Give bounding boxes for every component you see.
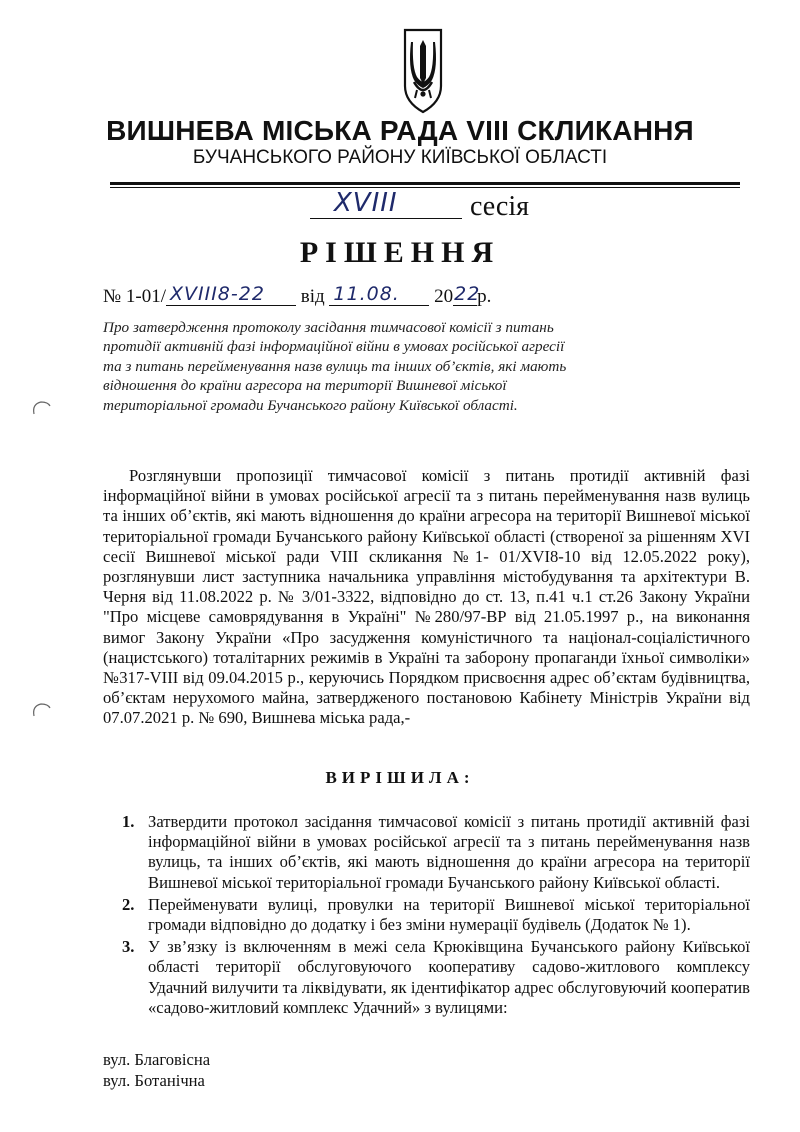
decision-year-handwritten: 22 — [454, 283, 481, 305]
decision-year-field — [453, 283, 481, 306]
preamble-text: Розглянувши пропозиції тимчасової комісії з питань протидії активній фазі інформаційної війни в умовах російської агресії та з питань перейменування назв вулиць та інших об’єктів, які мають відношення до країни агресора на території Вишневої міської територіальної громади Бучанського району Київської області (створеної за рішенням XVI сесії Вишневої міської ради VIII скликання №1- 01/XVI8-10 від 12.05.2022 року), розглянувши лист заступника начальника управління містобудування та архітектури В. Черня від 11.08.2022 р. № 3/01-3322, відповідно до ст. 13, п.41 ч.1 ст.26 Закону України "Про місцеве самоврядування в Україні" №280/97-ВР від 21.05.1997 р., на виконання вимог Закону України «Про засудження комуністичного та націонал-соціалістичного (нацистського) тоталітарних режимів в Україні та заборону пропаганди їхньої символіки» №317-VIII від 09.04.2015 р., керуючись Порядком присвоєння адрес об’єктам будівництва, об’єктам нерухомого майна, затвердженого постановою Кабінету Міністрів України від 07.07.2021 р. № 690, Вишнева міська рада,- — [103, 466, 750, 728]
street-list — [103, 1050, 210, 1091]
item-text: Перейменувати вулиці, провулки на території Вишневої міської територіальної громади відповідно до додатку і без зміни нумерації будівель (Додаток № 1). — [148, 894, 750, 935]
decision-number-prefix: № 1-01/ — [103, 286, 166, 307]
decision-items — [120, 812, 750, 1020]
session-word: сесія — [470, 191, 529, 222]
decided-heading: ВИРІШИЛА: — [325, 768, 475, 787]
district-name: БУЧАНСЬКОГО РАЙОНУ КИЇВСЬКОЇ ОБЛАСТІ — [192, 147, 608, 168]
decision-number-field — [166, 283, 296, 306]
decision-from-label: від — [300, 286, 325, 307]
decision-number-handwritten: XVIII8-22 — [169, 283, 265, 305]
header-divider — [110, 182, 740, 185]
document-title: РІШЕННЯ — [299, 236, 501, 269]
decision-item — [120, 937, 750, 1018]
street-item: вул. Ботанічна — [103, 1070, 205, 1090]
punch-hole-mark — [30, 700, 52, 722]
decision-year-prefix: 20 — [434, 286, 454, 307]
street-item: вул. Благовісна — [103, 1050, 211, 1069]
preamble-paragraph — [103, 466, 750, 729]
decision-year-suffix: р. — [477, 286, 492, 307]
council-name: ВИШНЕВА МІСЬКА РАДА VIII СКЛИКАННЯ — [106, 115, 694, 146]
decision-date-field — [329, 283, 429, 306]
punch-hole-mark — [30, 398, 52, 420]
decision-subject: Про затвердження протоколу засідання тимчасової комісії з питань протидії активній фазі інформаційної війни в умовах російської агресії та з питань перейменування назв вулиць та інших об’єктів, які мають відношення до країни агресора на території Вишневої міської територіальної громади Бучанського району Київської області. — [103, 319, 567, 414]
session-number-field — [310, 188, 462, 219]
decision-date-handwritten: 11.08. — [333, 283, 400, 305]
item-number: 3. — [122, 937, 135, 957]
decision-item — [120, 895, 750, 935]
decision-item — [120, 812, 750, 893]
item-number: 1. — [122, 812, 135, 831]
item-number: 2. — [122, 894, 135, 914]
item-text: Затвердити протокол засідання тимчасової комісії з питань протидії активній фазі інформаційної війни в умовах російської агресії та з питань перейменування назв вулиць, та інших об’єктів, які мають відношення до країни агресора на території Вишневої міської територіальної громади Бучанського району Київської області. — [148, 812, 750, 892]
trident-emblem-icon — [400, 28, 446, 114]
session-line — [310, 188, 529, 223]
decision-number-line — [103, 283, 491, 308]
item-text: У зв’язку із включенням в межі села Крюківщина Бучанського району Київської області території обслуговуючого кооперативу садово-житлового комплексу Удачний вилучити та ліквідувати, як ідентифікатор адрес обслуговуючий кооператив «садово-житловий комплекс Удачний» з вулицями: — [148, 937, 750, 1017]
session-number-handwritten: XVIII — [334, 188, 398, 218]
